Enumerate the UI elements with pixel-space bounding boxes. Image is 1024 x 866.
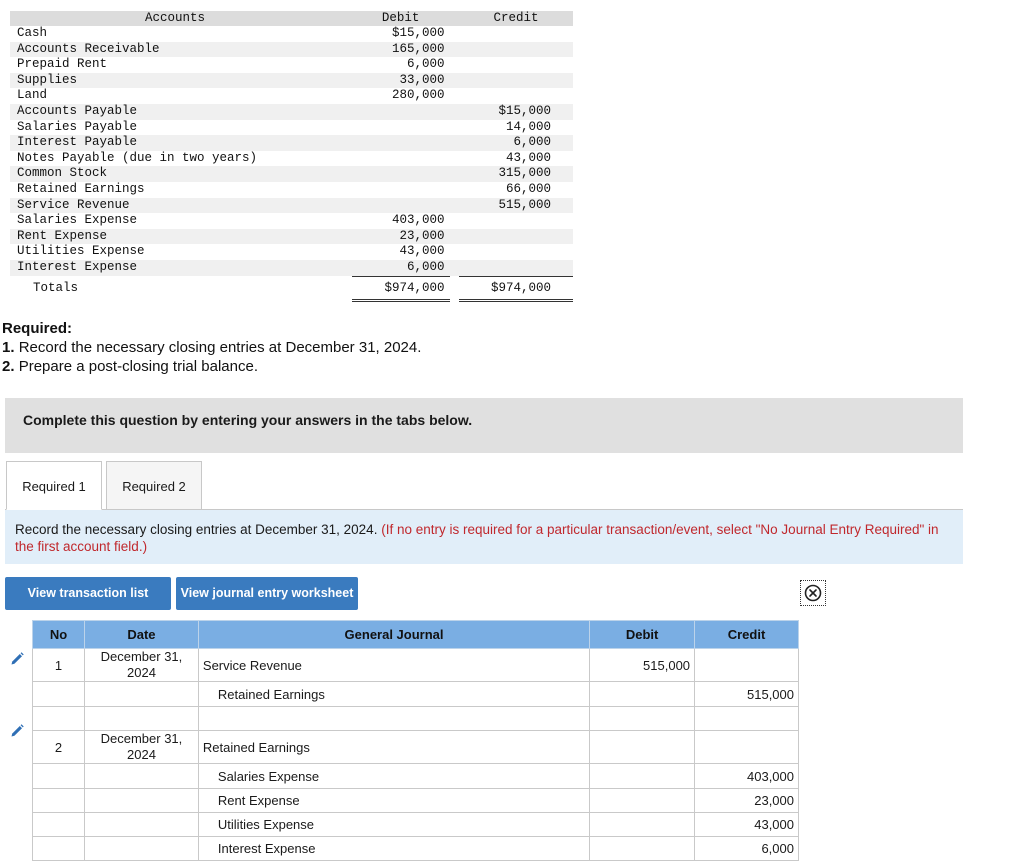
- trial-balance-table: [10, 11, 573, 302]
- close-circle-icon: [804, 584, 822, 602]
- close-circle-button[interactable]: [800, 580, 826, 606]
- credit-cell[interactable]: 515,000: [695, 682, 799, 707]
- account-cell[interactable]: Service Revenue: [198, 649, 589, 682]
- date-header: Date: [85, 621, 199, 649]
- debit-cell[interactable]: [590, 764, 695, 789]
- account-cell[interactable]: Interest Expense: [198, 837, 589, 861]
- required-item-2: 2. Prepare a post-closing trial balance.: [2, 358, 258, 375]
- credit-header: Credit: [459, 11, 573, 26]
- totals-label: Totals: [10, 276, 352, 300]
- table-row: Service Revenue 515,000: [10, 198, 573, 214]
- entry-number: 1: [33, 649, 85, 682]
- account-cell[interactable]: Salaries Expense: [198, 764, 589, 789]
- table-row: [33, 837, 799, 861]
- edit-pencil-icon[interactable]: [9, 723, 25, 739]
- accounts-header: Accounts: [10, 11, 352, 26]
- table-row: Notes Payable (due in two years) 43,000: [17, 150, 551, 165]
- view-journal-worksheet-button[interactable]: View journal entry worksheet: [176, 577, 358, 610]
- table-row: Common Stock 315,000: [10, 166, 573, 182]
- table-row: Supplies 33,000: [10, 73, 573, 89]
- table-row: Rent Expense 23,000: [10, 229, 573, 245]
- tab-instruction: [5, 510, 963, 564]
- debit-cell[interactable]: [590, 707, 695, 731]
- required-item-1: 1. Record the necessary closing entries at December 31, 2024.: [2, 339, 422, 356]
- credit-cell[interactable]: 23,000: [695, 789, 799, 813]
- debit-cell[interactable]: [590, 731, 695, 764]
- credit-header: Credit: [695, 621, 799, 649]
- table-row: Salaries Expense 403,000: [17, 213, 445, 228]
- account-cell[interactable]: Rent Expense: [198, 789, 589, 813]
- journal-header: [33, 621, 799, 649]
- table-row: [33, 707, 799, 731]
- general-journal-header: General Journal: [198, 621, 589, 649]
- general-journal-table: [32, 620, 799, 861]
- table-row: Prepaid Rent 6,000: [17, 57, 445, 72]
- totals-credit: $974,000: [459, 276, 573, 300]
- trial-balance-header: [10, 11, 573, 26]
- credit-cell[interactable]: 6,000: [695, 837, 799, 861]
- credit-cell[interactable]: 403,000: [695, 764, 799, 789]
- account-cell[interactable]: Utilities Expense: [198, 813, 589, 837]
- credit-cell[interactable]: [695, 731, 799, 764]
- table-row: Interest Payable 6,000: [10, 135, 573, 151]
- table-row: [33, 813, 799, 837]
- debit-header: Debit: [590, 621, 695, 649]
- table-row: Cash $15,000: [17, 26, 445, 40]
- view-transaction-list-button[interactable]: View transaction list: [5, 577, 171, 610]
- table-row: [33, 649, 799, 682]
- table-row: Retained Earnings 66,000: [17, 181, 551, 196]
- totals-debit: $974,000: [352, 276, 450, 300]
- debit-header: Debit: [352, 11, 450, 26]
- table-row: Land 280,000: [17, 88, 445, 103]
- credit-cell[interactable]: [695, 649, 799, 682]
- entry-number: 2: [33, 731, 85, 764]
- table-row: [33, 731, 799, 764]
- table-row: Salaries Payable 14,000: [17, 119, 551, 134]
- required-section: [2, 319, 421, 376]
- credit-cell[interactable]: [695, 707, 799, 731]
- tab-required-2[interactable]: Required 2: [106, 461, 202, 510]
- entry-date: December 31, 2024: [85, 731, 199, 764]
- banner-text: Complete this question by entering your answers in the tabs below.: [23, 412, 473, 428]
- credit-cell[interactable]: 43,000: [695, 813, 799, 837]
- debit-cell[interactable]: [590, 789, 695, 813]
- debit-cell[interactable]: [590, 837, 695, 861]
- totals-row: [10, 276, 573, 300]
- debit-cell[interactable]: 515,000: [590, 649, 695, 682]
- debit-cell[interactable]: [590, 682, 695, 707]
- table-row: Utilities Expense 43,000: [17, 244, 445, 259]
- tab-required-1[interactable]: Required 1: [6, 461, 102, 510]
- table-row: Interest Expense 6,000: [10, 260, 573, 276]
- required-title: Required:: [2, 320, 73, 337]
- account-cell[interactable]: Retained Earnings: [198, 731, 589, 764]
- table-row: Accounts Payable $15,000: [10, 104, 573, 120]
- no-header: No: [33, 621, 85, 649]
- account-cell[interactable]: [198, 707, 589, 731]
- instruction-banner: [5, 398, 963, 453]
- debit-cell[interactable]: [590, 813, 695, 837]
- table-row: [33, 789, 799, 813]
- table-row: [33, 682, 799, 707]
- instruction-note: (If no entry is required for a particular transaction/event, select "No Journal Entry Required" in the first account field.): [15, 522, 939, 554]
- instruction-main: Record the necessary closing entries at December 31, 2024.: [15, 522, 382, 537]
- table-row: Accounts Receivable 165,000: [10, 42, 573, 58]
- edit-pencil-icon[interactable]: [9, 651, 25, 667]
- account-cell[interactable]: Retained Earnings: [198, 682, 589, 707]
- table-row: [33, 764, 799, 789]
- entry-date: December 31, 2024: [85, 649, 199, 682]
